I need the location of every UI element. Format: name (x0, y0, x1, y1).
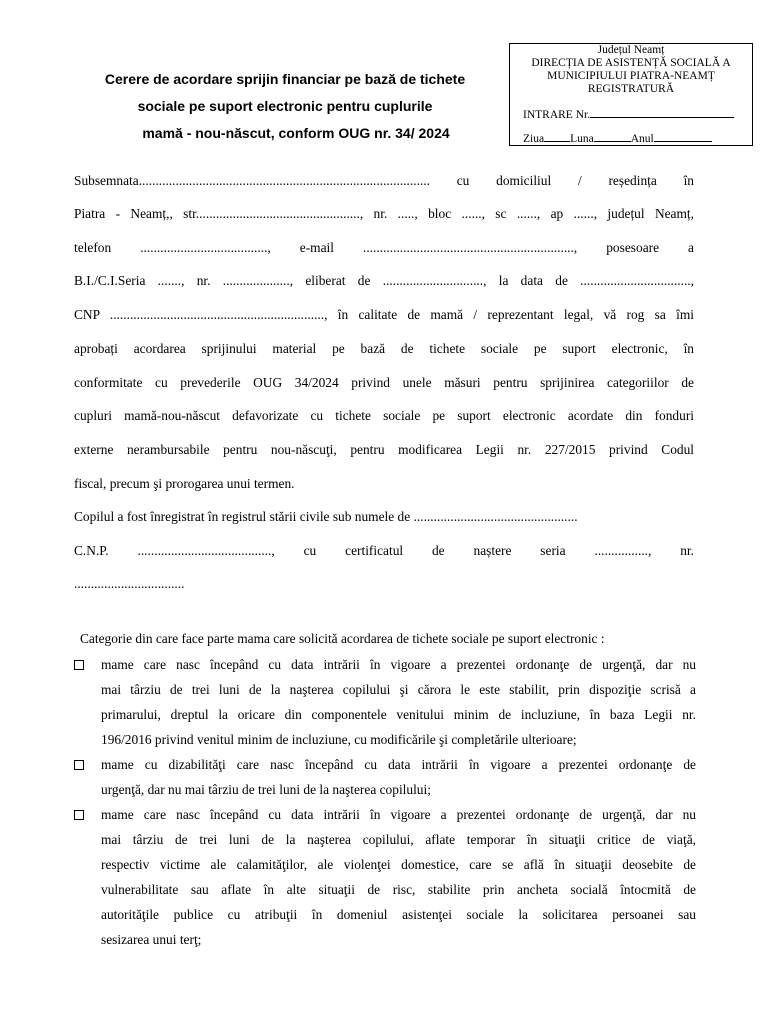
registry-date-row (523, 131, 712, 146)
option-critical-line-3: respectiv victime ale calamităţilor, ale violenţei domestice, care se află în situaţii deosebite de (101, 857, 696, 872)
form-line-request-4: externe nerambursabile pentru nou-născuţi, pentru modificarea Legii nr. 227/2015 privind Codul (74, 442, 694, 457)
checkbox-option-vmi[interactable] (74, 660, 84, 670)
option-critical-line-1: mame care nasc începând cu data intrării în vigoare a prezentei ordonanţe de urgenţă, dar nu (101, 807, 696, 822)
option-vmi-line-2: mai târziu de trei luni de la naşterea copilului şi cărora le este stabilit, prin dispoziţie scrisă a (101, 682, 696, 697)
option-critical-line-2: mai târziu de trei luni de la naşterea copilului, aflate temporar în situaţii critice de viaţă, (101, 832, 696, 847)
form-line-id-card: B.I./C.I.Seria ......., nr. ...................., eliberat de .............................., la data de ................................., (74, 273, 694, 288)
form-line-child-cert-number: ................................. (74, 576, 185, 591)
form-line-contact: telefon ......................................, e-mail ..............................................................., posesoare a (74, 240, 694, 255)
year-label: Anul (630, 133, 654, 145)
form-line-address: Piatra - Neamț,, str................................................., nr. ....., bloc ......, sc ......, ap ......, județul Neamț, (74, 206, 694, 221)
registry-county: Județul Neamț (597, 44, 665, 56)
option-disability-line-1: mame cu dizabilităţi care nasc începând cu data intrării în vigoare a prezentei ordonanţe de (101, 757, 696, 772)
day-label: Ziua (523, 133, 545, 145)
form-line-request-1: aprobați acordarea sprijinului material pe bază de tichete sociale pe suport electronic, în (74, 341, 694, 356)
entry-number-field[interactable] (590, 107, 734, 118)
form-line-child-name: Copilul a fost înregistrat în registrul stării civile sub numele de ................................................. (74, 509, 578, 524)
registry-office: REGISTRATURĂ (587, 83, 675, 95)
checkbox-option-disability[interactable] (74, 760, 84, 770)
form-line-request-5: fiscal, precum şi prorogarea unui termen. (74, 476, 295, 491)
option-vmi-line-4: 196/2016 privind venitul minim de incluziune, cu modificările şi completările ulterioare; (101, 732, 577, 747)
registry-direction: DIRECȚIA DE ASISTENȚĂ SOCIALĂ A (531, 57, 731, 69)
month-field[interactable] (594, 131, 631, 142)
title-line-1: Cerere de acordare sprijin financiar pe bază de tichete (104, 71, 466, 87)
option-critical-line-5: autorităţile publice cu atribuţii în domeniul asistenţei sociale la solicitarea persoanei sau (101, 907, 696, 922)
registry-header (510, 44, 752, 96)
form-line-cnp: CNP ................................................................, în calitate de mamă / reprezentant legal, vă rog sa îmi (74, 307, 694, 322)
option-critical-line-6: sesizarea unui terţ; (101, 932, 202, 947)
document-title (70, 66, 500, 147)
year-field[interactable] (654, 131, 712, 142)
form-line-name: Subsemnata....................................................................................... cu domiciliul / reședința în (74, 173, 694, 188)
option-vmi-line-1: mame care nasc începând cu data intrării în vigoare a prezentei ordonanţe de urgenţă, dar nu (101, 657, 696, 672)
category-heading: Categorie din care face parte mama care solicită acordarea de tichete sociale pe suport electronic : (80, 631, 605, 646)
registry-entry-row (523, 107, 734, 122)
checkbox-option-critical[interactable] (74, 810, 84, 820)
month-label: Luna (570, 133, 594, 145)
option-disability-line-2: urgenţă, dar nu mai târziu de trei luni de la naşterea copilului; (101, 782, 431, 797)
form-line-child-cnp: C.N.P. ........................................, cu certificatul de naștere seria ................, nr. (74, 543, 694, 558)
entry-number-label: INTRARE Nr. (523, 109, 591, 121)
option-vmi-line-3: primarului, dreptul la oricare din componentele venitului minim de incluziune, în baza Legii nr. (101, 707, 696, 722)
title-line-3: mamă - nou-născut, conform OUG nr. 34/ 2024 (142, 125, 450, 141)
form-line-request-2: conformitate cu prevederile OUG 34/2024 privind unele măsuri pentru sprijinirea categoriilor de (74, 375, 694, 390)
title-line-2: sociale pe suport electronic pentru cuplurile (137, 98, 433, 114)
form-line-request-3: cupluri mamă-nou-născut defavorizate cu tichete sociale pe suport electronic acordate din fonduri (74, 408, 694, 423)
registry-box (509, 43, 753, 146)
option-critical-line-4: vulnerabilitate sau aflate în alte situaţii de risc, stabilite prin ancheta socială întocmită de (101, 882, 696, 897)
registry-municipality: MUNICIPIULUI PIATRA-NEAMȚ (547, 70, 715, 82)
day-field[interactable] (544, 131, 570, 142)
